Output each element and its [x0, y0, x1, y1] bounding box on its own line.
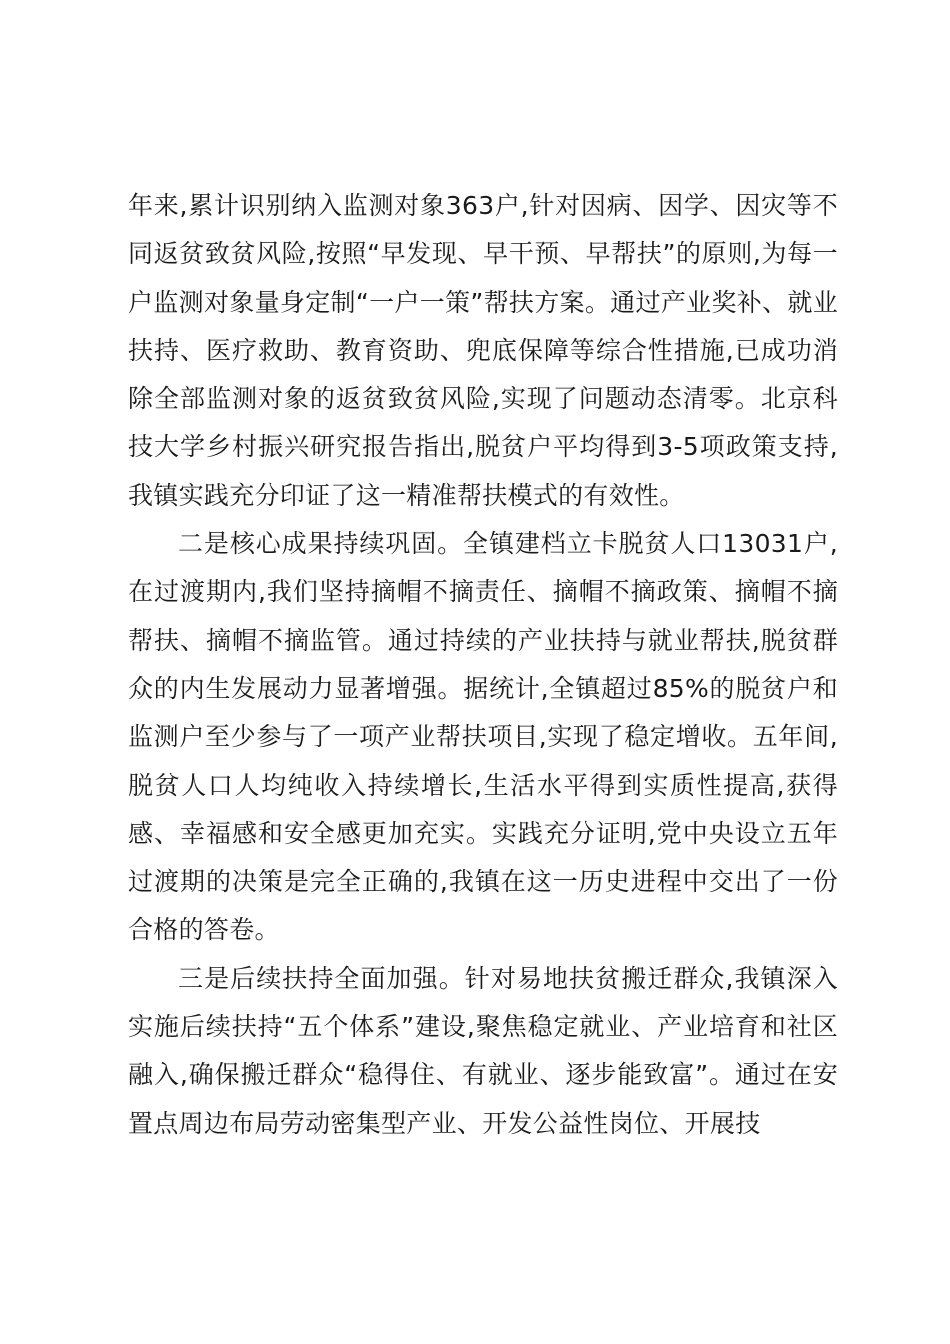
document-body: [128, 182, 838, 1148]
paragraph-monitoring-results: 年来,累计识别纳入监测对象363户,针对因病、因学、因灾等不同返贫致贫风险,按照“早发现、早干预、早帮扶”的原则,为每一户监测对象量身定制“一户一策”帮扶方案。通过产业奖补、就业扶持、医疗救助、教育资助、兜底保障等综合性措施,已成功消除全部监测对象的返贫致贫风险,实现了问题动态清零。北京科技大学乡村振兴研究报告指出,脱贫户平均得到3-5项政策支持,我镇实践充分印证了这一精准帮扶模式的有效性。: [128, 191, 838, 510]
paragraph-follow-up-support: 三是后续扶持全面加强。针对易地扶贫搬迁群众,我镇深入实施后续扶持“五个体系”建设,聚焦稳定就业、产业培育和社区融入,确保搬迁群众“稳得住、有就业、逐步能致富”。通过在安置点周边布局劳动密集型产业、开发公益性岗位、开展技: [128, 963, 838, 1138]
paragraph-core-achievements: 二是核心成果持续巩固。全镇建档立卡脱贫人口13031户,在过渡期内,我们坚持摘帽不摘责任、摘帽不摘政策、摘帽不摘帮扶、摘帽不摘监管。通过持续的产业扶持与就业帮扶,脱贫群众的内生发展动力显著增强。据统计,全镇超过85%的脱贫户和监测户至少参与了一项产业帮扶项目,实现了稳定增收。五年间,脱贫人口人均纯收入持续增长,生活水平得到实质性提高,获得感、幸福感和安全感更加充实。实践充分证明,党中央设立五年过渡期的决策是完全正确的,我镇在这一历史进程中交出了一份合格的答卷。: [128, 529, 838, 945]
